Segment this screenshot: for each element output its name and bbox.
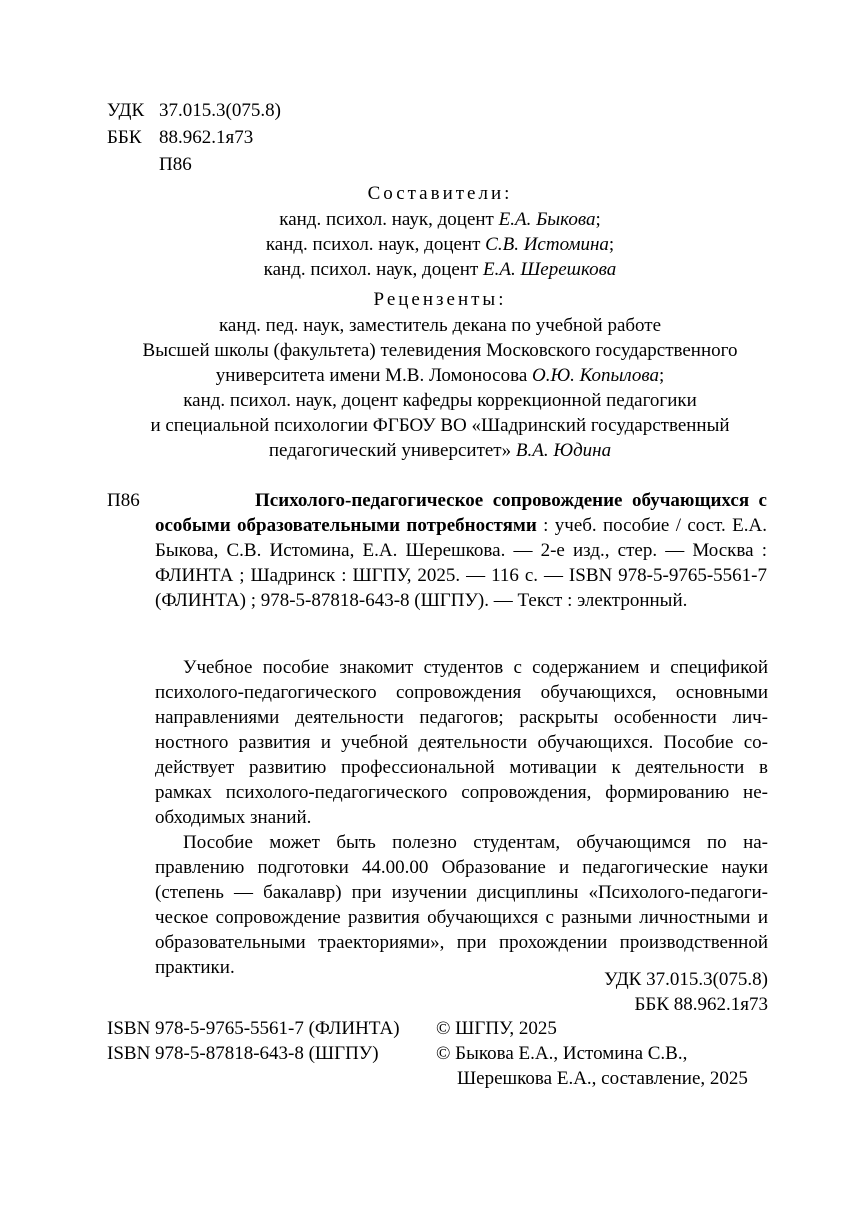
annotation <box>155 655 768 980</box>
reviewer-affiliation: университета имени М.В. Ломоносова <box>215 365 532 386</box>
bibliographic-entry <box>107 488 767 613</box>
isbn-shgpu: ISBN 978-5-87818-643-8 (ШГПУ) <box>107 1043 379 1064</box>
udk-label: УДК <box>107 100 145 121</box>
copyright-shgpu: © ШГПУ, 2025 <box>436 1018 557 1039</box>
reviewer-line: и специальной психологии ФГБОУ ВО «Шадринский государственный <box>150 415 730 436</box>
reviewer-line: канд. пед. наук, заместитель декана по учебной работе <box>218 315 662 336</box>
udk-row <box>107 97 281 124</box>
compiler-name: Е.А. Быкова <box>498 209 596 230</box>
footer-udk: УДК 37.015.3(075.8) <box>604 969 768 990</box>
annotation-paragraph: Учебное пособие знакомит студентов с содержанием и спецификой психолого-педагогического сопровождения обучающихся, основными направлениями деятельности педагогов; раскрыты особенности личностного развития и учебной деятельности обучающихся. Пособие содействует развитию профессиональной мотивации к деятельности в рамках психолого-педагогического сопровождения, формированию необходимых знаний. <box>155 657 768 828</box>
classification-codes <box>107 97 281 178</box>
reviewers-block <box>100 287 780 463</box>
reviewer-line: канд. психол. наук, доцент кафедры коррекционной педагогики <box>183 390 697 411</box>
udk-value: 37.015.3(075.8) <box>159 100 281 121</box>
entry-details: : учеб. пособие / сост. Е.А. Быкова, С.В. Истомина, Е.А. Шерешкова. — 2-е изд., стер. — Москва : ФЛИНТА ; Шадринск : ШГПУ, 2025. — 116 с. — ISBN 978-5-9765-5561-7 (ФЛИНТА) ; 978-5-87818-643-8 (ШГПУ). — Текст : электронный. <box>155 515 767 611</box>
annotation-paragraph: Пособие может быть полезно студентам, обучающимся по направлению подготовки 44.00.00 Образование и педагогические науки (степень — бакалавр) при изучении дисциплины «Психолого-педагогическое сопровождение развития обучающихся с разными личностными и образовательными траекториями», при прохождении производственной практики. <box>155 832 768 978</box>
footer-codes <box>604 967 768 1017</box>
compiler-name: С.В. Истомина <box>485 234 609 255</box>
compiler-suffix: ; <box>608 234 615 255</box>
bbk-value: 88.962.1я73 <box>159 127 254 148</box>
reviewers-heading: Рецензенты: <box>373 289 507 310</box>
isbn-list <box>107 1016 400 1066</box>
compilers-block <box>100 181 780 282</box>
compiler-degree: канд. психол. наук, доцент <box>263 259 484 280</box>
bbk-label: ББК <box>107 127 142 148</box>
compiler-degree: канд. психол. наук, доцент <box>279 209 499 230</box>
entry-code: П86 <box>107 490 140 511</box>
reviewer-line: Высшей школы (факультета) телевидения Московского государственного <box>142 340 738 361</box>
compiler-degree: канд. психол. наук, доцент <box>265 234 486 255</box>
reviewer-line <box>100 363 780 388</box>
isbn-flinta: ISBN 978-5-9765-5561-7 (ФЛИНТА) <box>107 1018 400 1039</box>
footer-bbk: ББК 88.962.1я73 <box>634 994 768 1015</box>
reviewer-affiliation: педагогический университет» <box>268 440 516 461</box>
compiler-line <box>100 207 780 232</box>
compilers-heading: Составители: <box>367 183 513 204</box>
reviewer-name: О.Ю. Копылова <box>532 365 659 386</box>
compiler-line <box>100 232 780 257</box>
entry-body <box>107 488 767 613</box>
reviewer-name: В.А. Юдина <box>515 440 612 461</box>
compiler-name: Е.А. Шерешкова <box>483 259 617 280</box>
reviewer-suffix: ; <box>658 365 665 386</box>
copyright-compilers-cont: Шерешкова Е.А., составление, 2025 <box>457 1068 748 1089</box>
author-mark: П86 <box>159 154 192 175</box>
compiler-line <box>100 257 780 282</box>
compiler-suffix: ; <box>595 209 601 230</box>
reviewer-line <box>100 438 780 463</box>
copyright-compilers: © Быкова Е.А., Истомина С.В., <box>436 1043 688 1064</box>
copyright-list <box>436 1016 748 1091</box>
bbk-row <box>107 124 281 151</box>
entry-title: Психолого-педагогическое сопровождение обучающихся с особыми образовательными потребностями <box>155 490 767 536</box>
